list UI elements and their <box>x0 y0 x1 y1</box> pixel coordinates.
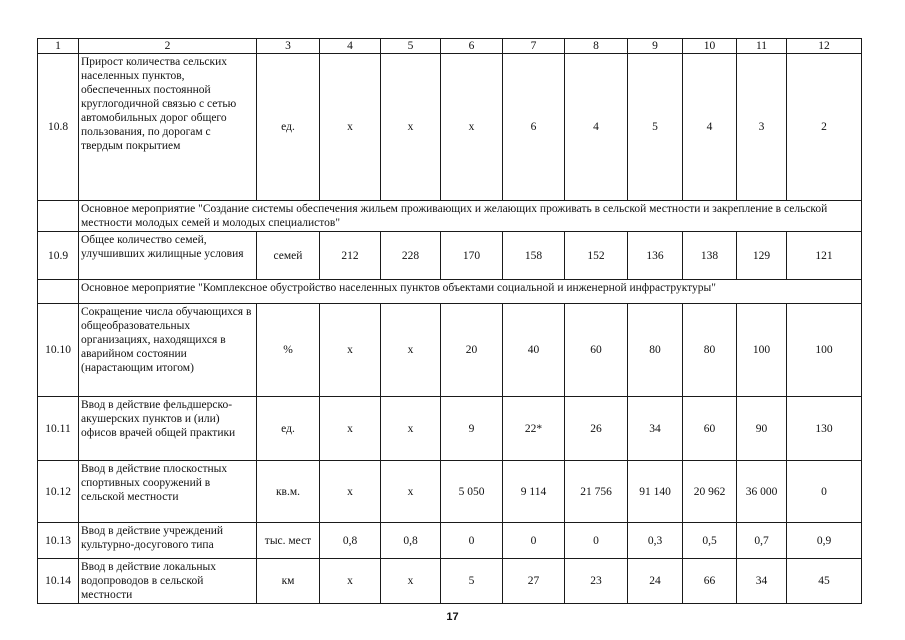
value-cell: 9 <box>441 397 503 461</box>
value-cell: 130 <box>787 397 862 461</box>
value-cell: 121 <box>787 232 862 280</box>
value-cell: 80 <box>683 304 737 397</box>
value-cell: x <box>381 559 441 604</box>
indicator-name: Прирост количества сельских населенных пунктов, обеспеченных постоянной круглогодичной связью с сетью автомобильных дорог общего пользования, по дорогам с твердым покрытием <box>79 54 257 201</box>
column-number-row <box>38 39 862 54</box>
indicator-number: 10.8 <box>38 54 79 201</box>
indicator-number: 10.9 <box>38 232 79 280</box>
value-cell: 129 <box>737 232 787 280</box>
column-number-cell: 10 <box>683 39 737 54</box>
value-cell: x <box>381 397 441 461</box>
value-cell: 5 <box>441 559 503 604</box>
value-cell: 5 <box>628 54 683 201</box>
value-cell: 3 <box>737 54 787 201</box>
value-cell: 0 <box>503 523 565 559</box>
value-cell: 36 000 <box>737 461 787 523</box>
column-number-cell: 3 <box>257 39 320 54</box>
value-cell: 60 <box>565 304 628 397</box>
table-row <box>38 232 862 280</box>
value-cell: 100 <box>787 304 862 397</box>
indicator-unit: км <box>257 559 320 604</box>
column-number-cell: 7 <box>503 39 565 54</box>
indicator-name: Общее количество семей, улучшивших жилищные условия <box>79 232 257 280</box>
table-row <box>38 559 862 604</box>
column-number-cell: 2 <box>79 39 257 54</box>
column-number-cell: 9 <box>628 39 683 54</box>
value-cell: x <box>320 54 381 201</box>
value-cell: 0,7 <box>737 523 787 559</box>
value-cell: 24 <box>628 559 683 604</box>
value-cell: 0 <box>787 461 862 523</box>
value-cell: 23 <box>565 559 628 604</box>
value-cell: 212 <box>320 232 381 280</box>
value-cell: 152 <box>565 232 628 280</box>
section-number-cell <box>38 201 79 232</box>
indicator-name: Ввод в действие плоскостных спортивных сооружений в сельской местности <box>79 461 257 523</box>
value-cell: x <box>441 54 503 201</box>
column-number-cell: 4 <box>320 39 381 54</box>
value-cell: 0 <box>565 523 628 559</box>
table-row <box>38 523 862 559</box>
section-title: Основное мероприятие "Комплексное обустройство населенных пунктов объектами социальной и инженерной инфраструктуры" <box>79 280 862 304</box>
value-cell: x <box>381 461 441 523</box>
value-cell: 66 <box>683 559 737 604</box>
value-cell: 80 <box>628 304 683 397</box>
indicator-unit: кв.м. <box>257 461 320 523</box>
table-row <box>38 397 862 461</box>
page-number: 17 <box>446 611 459 623</box>
indicator-unit: ед. <box>257 54 320 201</box>
value-cell: 34 <box>737 559 787 604</box>
value-cell: x <box>320 304 381 397</box>
value-cell: 0,3 <box>628 523 683 559</box>
value-cell: 138 <box>683 232 737 280</box>
column-number-cell: 12 <box>787 39 862 54</box>
value-cell: 34 <box>628 397 683 461</box>
indicator-name: Ввод в действие учреждений культурно-досугового типа <box>79 523 257 559</box>
section-title: Основное мероприятие "Создание системы обеспечения жильем проживающих и желающих проживать в сельской местности и закрепление в сельской местности молодых семей и молодых специалистов" <box>79 201 862 232</box>
value-cell: x <box>381 54 441 201</box>
indicator-number: 10.11 <box>38 397 79 461</box>
value-cell: 27 <box>503 559 565 604</box>
indicator-name: Ввод в действие фельдшерско-акушерских пунктов и (или) офисов врачей общей практики <box>79 397 257 461</box>
value-cell: 0 <box>441 523 503 559</box>
table-row <box>38 304 862 397</box>
indicator-unit: ед. <box>257 397 320 461</box>
value-cell: 4 <box>683 54 737 201</box>
table-row <box>38 54 862 201</box>
value-cell: x <box>320 397 381 461</box>
value-cell: 9 114 <box>503 461 565 523</box>
column-number-cell: 6 <box>441 39 503 54</box>
indicator-number: 10.12 <box>38 461 79 523</box>
indicator-unit: тыс. мест <box>257 523 320 559</box>
value-cell: x <box>320 461 381 523</box>
indicator-number: 10.10 <box>38 304 79 397</box>
column-number-cell: 11 <box>737 39 787 54</box>
indicator-number: 10.13 <box>38 523 79 559</box>
value-cell: 0,8 <box>320 523 381 559</box>
column-number-cell: 1 <box>38 39 79 54</box>
value-cell: 20 <box>441 304 503 397</box>
value-cell: 26 <box>565 397 628 461</box>
value-cell: 22* <box>503 397 565 461</box>
value-cell: 0,9 <box>787 523 862 559</box>
value-cell: 228 <box>381 232 441 280</box>
value-cell: 45 <box>787 559 862 604</box>
value-cell: 0,5 <box>683 523 737 559</box>
value-cell: 170 <box>441 232 503 280</box>
column-number-cell: 5 <box>381 39 441 54</box>
indicator-number: 10.14 <box>38 559 79 604</box>
value-cell: x <box>320 559 381 604</box>
indicator-unit: % <box>257 304 320 397</box>
indicators-table <box>37 38 862 604</box>
value-cell: x <box>381 304 441 397</box>
indicator-name: Ввод в действие локальных водопроводов в сельской местности <box>79 559 257 604</box>
value-cell: 90 <box>737 397 787 461</box>
value-cell: 20 962 <box>683 461 737 523</box>
value-cell: 60 <box>683 397 737 461</box>
section-row <box>38 280 862 304</box>
value-cell: 6 <box>503 54 565 201</box>
value-cell: 136 <box>628 232 683 280</box>
value-cell: 91 140 <box>628 461 683 523</box>
column-number-cell: 8 <box>565 39 628 54</box>
table-row <box>38 461 862 523</box>
value-cell: 100 <box>737 304 787 397</box>
value-cell: 4 <box>565 54 628 201</box>
value-cell: 21 756 <box>565 461 628 523</box>
value-cell: 40 <box>503 304 565 397</box>
value-cell: 158 <box>503 232 565 280</box>
section-number-cell <box>38 280 79 304</box>
value-cell: 2 <box>787 54 862 201</box>
value-cell: 5 050 <box>441 461 503 523</box>
value-cell: 0,8 <box>381 523 441 559</box>
indicator-name: Сокращение числа обучающихся в общеобразовательных организациях, находящихся в аварийном состоянии (нарастающим итогом) <box>79 304 257 397</box>
indicator-unit: семей <box>257 232 320 280</box>
section-row <box>38 201 862 232</box>
